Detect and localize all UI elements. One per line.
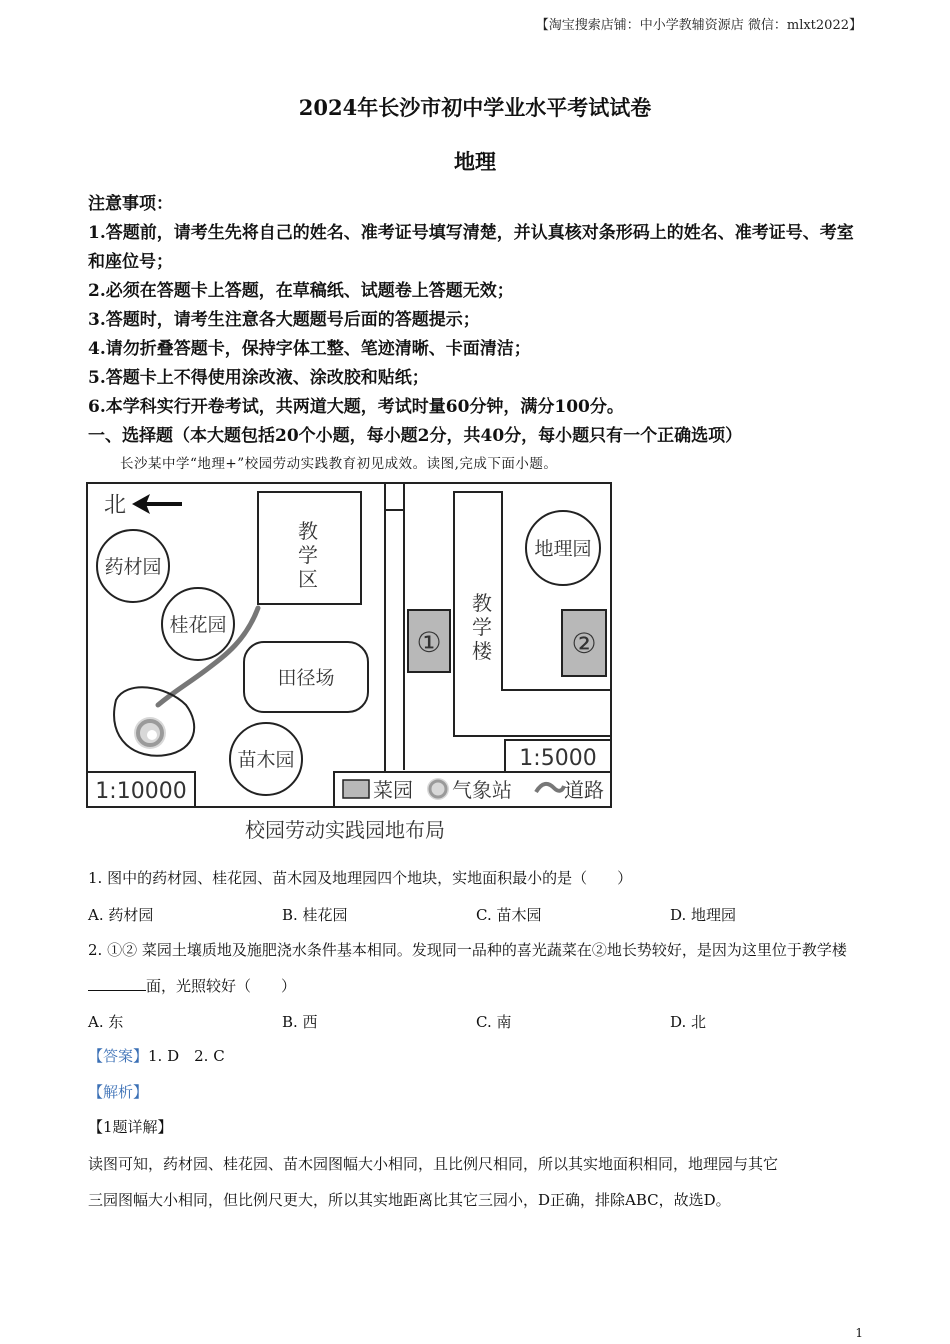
figure-caption: 校园劳动实践园地布局 (245, 818, 445, 842)
herb-garden-label: 药材园 (104, 556, 162, 578)
answer-blank (88, 976, 146, 991)
notes-item: 1.答题前，请考生先将自己的姓名、准考证号填写清楚，并认真核对条形码上的姓名、准考证号、考室和座位号； (88, 223, 854, 272)
option-d: D. 北 (670, 1013, 707, 1031)
header-note: 【淘宝搜索店铺：中小学教辅资源店 微信：mlxt2022】 (535, 18, 862, 33)
page-number: 1 (855, 1326, 863, 1340)
track-field-label: 田径场 (277, 667, 335, 689)
plot-1-label: ① (416, 626, 442, 659)
notes-item: 5.答题卡上不得使用涂改液、涂改胶和贴纸； (88, 368, 429, 388)
detail-text (88, 1146, 863, 1218)
left-scale-label: 1:10000 (95, 779, 187, 804)
right-scale-label: 1:5000 (519, 746, 597, 771)
detail-line: 读图可知，药材园、桂花园、苗木园图幅大小相同，且比例尺相同，所以其实地面积相同，地理园与其它 (88, 1155, 779, 1173)
notes-item: 2.必须在答题卡上答题，在草稿纸、试题卷上答题无效； (88, 281, 514, 301)
weather-station-icon (134, 717, 166, 749)
nursery-garden-label: 苗木园 (237, 749, 295, 771)
notes-item: 6.本学科实行开卷考试，共两道大题，考试时量60分钟，满分100分。 (88, 397, 624, 417)
option-c: C. 苗木园 (476, 906, 542, 924)
teaching-building-label: 楼 (472, 639, 492, 663)
question-1: 1. 图中的药材园、桂花园、苗木园及地理园四个地块，实地面积最小的是（ ） (88, 869, 633, 887)
teaching-area-label: 学 (298, 543, 318, 567)
osmanthus-garden-label: 桂花园 (169, 614, 227, 636)
question-2-text-end: 面，光照较好（ ） (146, 977, 297, 995)
analysis-label: 【解析】 (88, 1083, 149, 1101)
north-arrow-icon (132, 494, 182, 514)
north-label: 北 (104, 493, 127, 518)
teaching-area-label: 区 (298, 567, 318, 591)
question-intro: 长沙某中学“地理+”校园劳动实践教育初见成效。读图,完成下面小题。 (120, 456, 558, 472)
option-a: A. 药材园 (88, 906, 154, 924)
subject-title: 地理 (454, 149, 496, 174)
legend-road-label: 道路 (564, 778, 604, 802)
notes-item: 4.请勿折叠答题卡，保持字体工整、笔迹清晰、卡面清洁； (88, 339, 531, 359)
option-a: A. 东 (88, 1013, 124, 1031)
legend-weather-label: 气象站 (452, 778, 512, 802)
option-c: C. 南 (476, 1013, 512, 1031)
page-title: 2024年长沙市初中学业水平考试试卷 (298, 95, 652, 120)
teaching-building-label: 教 (472, 591, 492, 615)
teaching-area-label: 教 (298, 519, 318, 543)
answer-label: 【答案】 (88, 1047, 149, 1065)
notes-item: 3.答题时，请考生注意各大题题号后面的答题提示； (88, 310, 480, 330)
question-2-text: 2. ①② 菜园土壤质地及施肥浇水条件基本相同。发现同一品种的喜光蔬菜在②地长势较好，是因为这里位于教学楼 (88, 941, 847, 959)
campus-map-figure (86, 480, 614, 810)
question-2 (88, 932, 863, 1004)
geo-garden-label: 地理园 (534, 538, 592, 560)
notes-heading: 注意事项： (88, 194, 173, 214)
option-b: B. 西 (282, 1013, 318, 1031)
legend-veg-label: 菜园 (373, 778, 413, 802)
teaching-building-label: 学 (472, 615, 492, 639)
question-2-options (88, 1011, 868, 1032)
answer-text: 1. D 2. C (148, 1047, 225, 1065)
detail-line: 三园图幅大小相同，但比例尺更大，所以其实地距离比其它三园小，D正确，排除ABC，故选D。 (88, 1191, 731, 1209)
option-d: D. 地理园 (670, 906, 737, 924)
section-title: 一、选择题（本大题包括20个小题，每小题2分，共40分，每小题只有一个正确选项） (88, 426, 743, 446)
question-1-options (88, 904, 868, 925)
legend-veg-swatch (343, 780, 369, 798)
plot-2-label: ② (571, 627, 597, 660)
option-b: B. 桂花园 (282, 906, 348, 924)
notes-block (88, 190, 863, 422)
answer-line (88, 1045, 225, 1066)
detail-heading: 【1题详解】 (88, 1118, 173, 1136)
legend-weather-icon (427, 778, 449, 800)
